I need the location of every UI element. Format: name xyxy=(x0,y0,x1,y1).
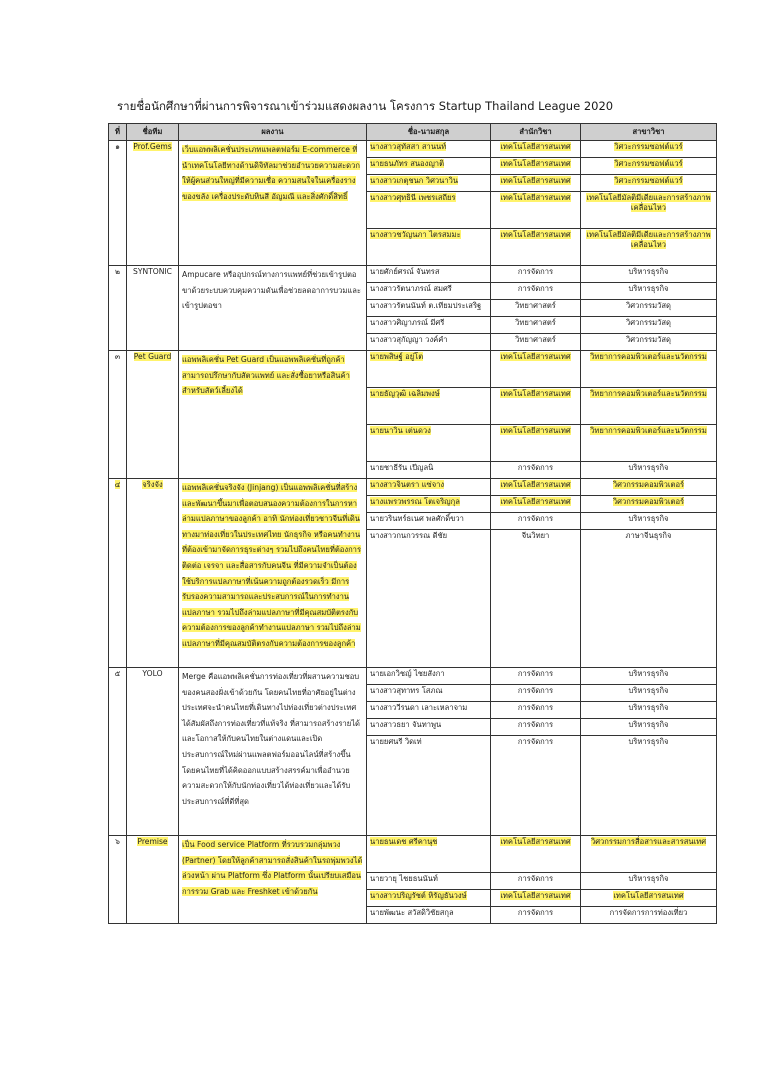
member-major: วิทยาการคอมพิวเตอร์และนวัตกรรม xyxy=(581,351,717,388)
member-major: วิศวกรรมคอมพิวเตอร์ xyxy=(581,479,717,496)
member-name: นางสาวจินตรา แซ่จาง xyxy=(367,479,491,496)
member-name: นายเอกวิชญ์ ไชยสังกา xyxy=(367,668,491,685)
col-header-team: ชื่อทีม xyxy=(127,124,179,141)
member-major: การจัดการการท่องเที่ยว xyxy=(581,907,717,924)
member-name: นางสาวธยา จันทาพูน xyxy=(367,719,491,736)
member-major: บริหารธุรกิจ xyxy=(581,736,717,836)
team-number: ๓ xyxy=(109,351,127,479)
member-name: นางสาวรัตนาภรณ์ สมศรี xyxy=(367,283,491,300)
team-name: Pet Guard xyxy=(127,351,179,479)
member-major: วิศวกรรมวัสดุ xyxy=(581,317,717,334)
member-faculty: วิทยาศาสตร์ xyxy=(491,317,581,334)
member-faculty: การจัดการ xyxy=(491,685,581,702)
member-faculty: การจัดการ xyxy=(491,266,581,283)
member-major: วิศวะกรรมซอฟต์แวร์ xyxy=(581,175,717,192)
member-name: นางสาวสุทาทร โสภณ xyxy=(367,685,491,702)
member-name: นายพสิษฐ์ อยู่โต xyxy=(367,351,491,388)
col-header-faculty: สำนักวิชา xyxy=(491,124,581,141)
table-row xyxy=(109,479,717,496)
team-number: ๔ xyxy=(109,479,127,668)
member-major: บริหารธุรกิจ xyxy=(581,513,717,530)
table-row xyxy=(109,836,717,873)
member-major: วิศวกรรมการสื่อสารและสารสนเทศ xyxy=(581,836,717,873)
member-faculty: เทคโนโลยีสารสนเทศ xyxy=(491,496,581,513)
member-name: นายวรินทร์ธเนศ พลศักดิ์ขวา xyxy=(367,513,491,530)
member-major: บริหารธุรกิจ xyxy=(581,462,717,479)
table-row xyxy=(109,351,717,388)
team-name: SYNTONIC xyxy=(127,266,179,351)
team-work: เป็น Food service Platform ที่รวบรวมกลุ่มพวง (Partner) โดยให้ลูกค้าสามารถสั่งสินค้าในรถพุ่มพวงได้ล่วงหน้า ผ่าน Platform ซึ่ง Platform นั้นเปรียบเสมือนการรวม Grab และ Freshket เข้าด้วยกัน xyxy=(179,836,367,924)
member-faculty: เทคโนโลยีสารสนเทศ xyxy=(491,388,581,425)
member-name: นางสาววีรนดา เลาะเหลาจาม xyxy=(367,702,491,719)
member-faculty: วิทยาศาสตร์ xyxy=(491,334,581,351)
member-faculty: เทคโนโลยีสารสนเทศ xyxy=(491,158,581,175)
member-name: นายธัญวุฒิ เฉลิมพงษ์ xyxy=(367,388,491,425)
member-name: นายนาวิน เต่นดวง xyxy=(367,425,491,462)
member-faculty: เทคโนโลยีสารสนเทศ xyxy=(491,192,581,229)
member-faculty: เทคโนโลยีสารสนเทศ xyxy=(491,836,581,873)
member-name: นายพัฒนะ สวัสดิวิชัยสกุล xyxy=(367,907,491,924)
member-major: บริหารธุรกิจ xyxy=(581,668,717,685)
team-name: Prof.Gems xyxy=(127,141,179,266)
col-header-work: ผลงาน xyxy=(179,124,367,141)
member-major: ภาษาจีนธุรกิจ xyxy=(581,530,717,668)
member-faculty: การจัดการ xyxy=(491,283,581,300)
team-name: Premise xyxy=(127,836,179,924)
member-faculty: เทคโนโลยีสารสนเทศ xyxy=(491,479,581,496)
table-row xyxy=(109,668,717,685)
table-header-row xyxy=(109,124,717,141)
member-major: เทคโนโลยีมัลติมีเดียและการสร้างภาพเคลื่อนไหว xyxy=(581,229,717,266)
member-major: วิทยาการคอมพิวเตอร์และนวัตกรรม xyxy=(581,425,717,462)
col-header-name: ชื่อ-นามสกุล xyxy=(367,124,491,141)
member-name: นางสาวปริญรัชต์ หิรัญธันวงษ์ xyxy=(367,890,491,907)
member-major: วิศวกรรมวัสดุ xyxy=(581,300,717,317)
member-name: นางสาวกนกวรรณ ดีชัย xyxy=(367,530,491,668)
member-major: วิศวกรรมคอมพิวเตอร์ xyxy=(581,496,717,513)
member-name: นางสาวสุกัญญา วงค์คำ xyxy=(367,334,491,351)
member-name: นางสาวสุทัสสา สานนท์ xyxy=(367,141,491,158)
member-name: นางสาวรัตนนันท์ ต.เทียมประเสริฐ xyxy=(367,300,491,317)
member-faculty: เทคโนโลยีสารสนเทศ xyxy=(491,351,581,388)
member-faculty: วิทยาศาสตร์ xyxy=(491,300,581,317)
member-major: วิศวะกรรมซอฟต์แวร์ xyxy=(581,158,717,175)
member-name: นางสาวเกตุชนก วิศวนาวิน xyxy=(367,175,491,192)
team-work: Ampucare หรืออุปกรณ์ทางการแพทย์ที่ช่วยเข้ารูปตอขาด้วยระบบควบคุมความดันเพื่อช่วยลดอาการบวมและเข้ารูปตอขา xyxy=(179,266,367,351)
member-major: บริหารธุรกิจ xyxy=(581,873,717,890)
team-work: แอพพลิเคชั่นจริงจัง (Jinjang) เป็นแอพพลิเคชั่นที่สร้างและพัฒนาขึ้นมาเพื่อตอบสนองความต้องการในการหาล่ามแปลภาษาของลูกค้า อาทิ นักท่องเที่ยวชาวจีนที่เดินทางมาท่องเที่ยวในประเทศไทย นักธุรกิจ หรือคนทำงานที่ต้องเข้ามาจัดการธุระต่างๆ รวมไปถึงคนไทยที่ต้องการติดต่อ เจรจา และสื่อสารกับคนจีน ที่มีความจำเป็นต้องใช้บริการแปลภาษาที่เน้นความถูกต้องรวดเร็ว มีการรับรองความสามารถและประสบการณ์ในการทำงานแปลภาษา รวมไปถึงล่ามแปลภาษาที่มีคุณสมบัติตรงกับความต้องการของลูกค้าทำงานแปลภาษา รวมไปถึงล่ามแปลภาษาที่มีคุณสมบัติตรงกับความต้องการของลูกค้า xyxy=(179,479,367,668)
member-faculty: การจัดการ xyxy=(491,462,581,479)
member-major: บริหารธุรกิจ xyxy=(581,266,717,283)
col-header-no: ที่ xyxy=(109,124,127,141)
member-major: บริหารธุรกิจ xyxy=(581,283,717,300)
member-name: นางสาวศิญาภรณ์ มีศรี xyxy=(367,317,491,334)
member-name: นายธนภัทร สนองญาติ xyxy=(367,158,491,175)
member-faculty: เทคโนโลยีสารสนเทศ xyxy=(491,175,581,192)
team-number: ๖ xyxy=(109,836,127,924)
member-faculty: การจัดการ xyxy=(491,736,581,836)
member-name: นายศักย์ศรณ์ จันทรส xyxy=(367,266,491,283)
member-faculty: การจัดการ xyxy=(491,873,581,890)
member-name: นายวายุ ไชยธนนันท์ xyxy=(367,873,491,890)
member-name: นายธนเดช ศรีคานุช xyxy=(367,836,491,873)
member-faculty: จีนวิทยา xyxy=(491,530,581,668)
member-major: เทคโนโลยีมัลติมีเดียและการสร้างภาพเคลื่อนไหว xyxy=(581,192,717,229)
team-name: จริงจัง xyxy=(127,479,179,668)
member-faculty: การจัดการ xyxy=(491,702,581,719)
team-number: ๕ xyxy=(109,668,127,836)
member-name: นางสาวศุทธินี เพชรเสถียร xyxy=(367,192,491,229)
col-header-major: สาขาวิชา xyxy=(581,124,717,141)
member-name: นายยศนรี วิดเท่ xyxy=(367,736,491,836)
member-major: บริหารธุรกิจ xyxy=(581,702,717,719)
table-row xyxy=(109,141,717,158)
member-faculty: เทคโนโลยีสารสนเทศ xyxy=(491,229,581,266)
team-work: แอพพลิเคชั่น Pet Guard เป็นแอพพลิเคชั่นที่ถูกค้าสามารถปรึกษากับสัตวแพทย์ และสั่งซื้อยาหรือสินค้าสำหรับสัตว์เลี้ยงได้ xyxy=(179,351,367,479)
team-work: เว็บแอพพลิเคชั่นประเภทแพลตฟอร์ม E-commerce ที่นำเทคโนโลยีทางด้านดิจิทัลมาช่วยอำนวยความสะดวกให้ผู้คนส่วนใหญ่ที่มีความเชื่อ ความสนใจในเครื่องราง ของขลัง เครื่องประดับหินสี อัญมณี และสิ่งศักดิ์สิทธิ์ xyxy=(179,141,367,266)
member-faculty: การจัดการ xyxy=(491,907,581,924)
team-work: Merge คือแอพพลิเคชั่นการท่องเที่ยวที่ผสานความชอบของคนสองฝั่งเข้าด้วยกัน โดยคนไทยที่อาศัยอยู่ในต่างประเทศจะนำคนไทยที่เดินทางไปท่องเที่ยวต่างประเทศได้สัมผัสถึงการท่องเที่ยวที่แท้จริง ที่สามารถสร้างรายได้และโอกาสให้กับคนไทยในต่างแดนและเปิดประสบการณ์ใหม่ผ่านแพลตฟอร์มออนไลน์ที่สร้างขึ้นโดยคนไทยที่ได้คิดออกแบบสร้างสรรค์มาเพื่ออำนวยความสะดวกให้กับนักท่องเที่ยวได้ท่องเที่ยวและได้รับประสบการณ์ที่ดีที่สุด xyxy=(179,668,367,836)
team-number: ๒ xyxy=(109,266,127,351)
member-major: วิศวะกรรมซอฟต์แวร์ xyxy=(581,141,717,158)
member-major: เทคโนโลยีสารสนเทศ xyxy=(581,890,717,907)
document-title: รายชื่อนักศึกษาที่ผ่านการพิจารณาเข้าร่วมแสดงผลงาน โครงการ Startup Thailand League 2020 xyxy=(117,99,614,113)
table-row xyxy=(109,266,717,283)
member-name: นายชาธีรัน เปีญลนิ xyxy=(367,462,491,479)
member-name: นางสาวชวัญนภา ไตรสมมะ xyxy=(367,229,491,266)
member-faculty: การจัดการ xyxy=(491,513,581,530)
team-name: YOLO xyxy=(127,668,179,836)
member-faculty: เทคโนโลยีสารสนเทศ xyxy=(491,890,581,907)
member-faculty: การจัดการ xyxy=(491,668,581,685)
member-major: วิทยาการคอมพิวเตอร์และนวัตกรรม xyxy=(581,388,717,425)
member-name: นางแพรวพรรณ โตเจริญกุล xyxy=(367,496,491,513)
member-faculty: เทคโนโลยีสารสนเทศ xyxy=(491,141,581,158)
member-faculty: การจัดการ xyxy=(491,719,581,736)
member-major: วิศวกรรมวัสดุ xyxy=(581,334,717,351)
member-faculty: เทคโนโลยีสารสนเทศ xyxy=(491,425,581,462)
results-table xyxy=(108,123,717,924)
member-major: บริหารธุรกิจ xyxy=(581,719,717,736)
team-number: ๑ xyxy=(109,141,127,266)
member-major: บริหารธุรกิจ xyxy=(581,685,717,702)
